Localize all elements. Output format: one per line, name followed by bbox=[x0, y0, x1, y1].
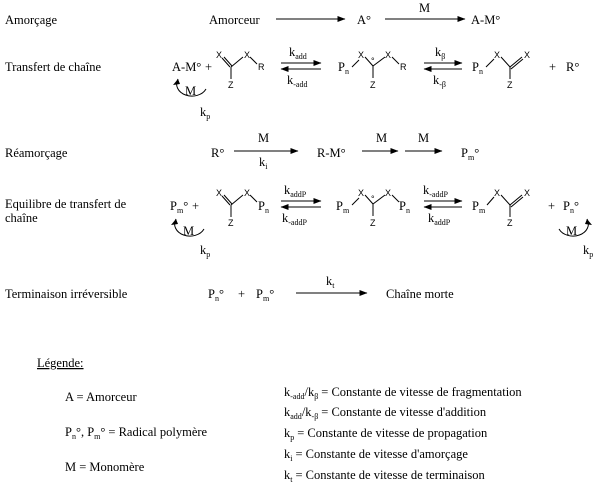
legend-title: Légende: bbox=[37, 356, 84, 370]
monomer-label-2: M bbox=[258, 131, 270, 145]
a-radical: A° bbox=[357, 13, 372, 27]
plus-sign-4: + bbox=[548, 199, 556, 213]
k-add-label: $k_{add}$ bbox=[289, 45, 307, 61]
svg-text:X: X bbox=[358, 188, 365, 198]
legend-ki: $k_i$ = Constante de vitesse d'amorçage bbox=[284, 447, 468, 463]
legend-fragmentation: $k_{-add}/k_\beta$ = Constante de vitesse de fragmentation bbox=[284, 385, 522, 401]
k-addP-label-1: $k_{addP}$ bbox=[284, 183, 307, 199]
raft-agent-structure bbox=[216, 50, 265, 90]
plus-sign: + bbox=[205, 60, 213, 74]
pm-radical-1: $P_m^\circ$ bbox=[461, 146, 480, 162]
stage-label-equilibrium-line2: chaîne bbox=[5, 211, 38, 225]
pm-radical-2: $P_m^\circ$ bbox=[170, 199, 189, 215]
pn-radical-2: $P_n^\circ$ bbox=[208, 287, 224, 303]
legend-addition: $k_{add}/k_{-\beta}$ = Constante de vitesse d'addition bbox=[284, 405, 487, 421]
intermediate-radical-1 bbox=[338, 50, 407, 90]
svg-text:R: R bbox=[400, 62, 407, 72]
svg-text:X: X bbox=[524, 50, 531, 60]
kp-label-2: $k_p$ bbox=[200, 243, 211, 259]
legend-m-def: M = Monomère bbox=[65, 460, 145, 474]
svg-text:R: R bbox=[258, 62, 265, 72]
am-radical-2: A-M° bbox=[172, 60, 202, 74]
plus-sign-3: + bbox=[192, 199, 200, 213]
svg-text:Z: Z bbox=[507, 218, 513, 228]
k-beta-label: $k_\beta$ bbox=[435, 45, 446, 61]
svg-text:Pm: $P_m$ bbox=[472, 199, 486, 215]
legend-kp: $k_p$ = Constante de vitesse de propagation bbox=[284, 426, 488, 442]
k-addP-label-2: $k_{addP}$ bbox=[428, 211, 451, 227]
plus-sign-2: + bbox=[549, 60, 557, 74]
kp-label-3: $k_p$ bbox=[583, 243, 594, 259]
pn-radical-1: $P_n^\circ$ bbox=[563, 199, 579, 215]
legend-p-def: $P_n^\circ$, $P_m^\circ$ = Radical polymère bbox=[65, 425, 208, 441]
kt-label-1: $k_t$ bbox=[326, 274, 335, 290]
svg-text:X: X bbox=[385, 188, 392, 198]
svg-text:°: ° bbox=[371, 56, 375, 66]
svg-text:X: X bbox=[216, 50, 223, 60]
k-minus-addP-label-2: $k_{-addP}$ bbox=[423, 183, 448, 199]
initiator-label: Amorceur bbox=[209, 13, 260, 27]
monomer-label-loop3: M bbox=[566, 224, 578, 238]
svg-text:X: X bbox=[385, 50, 392, 60]
svg-text:X: X bbox=[494, 50, 501, 60]
rm-radical: R-M° bbox=[317, 146, 346, 160]
svg-text:Pn: $P_n$ bbox=[258, 199, 269, 215]
am-radical-1: A-M° bbox=[471, 13, 501, 27]
svg-text:Z: Z bbox=[370, 80, 376, 90]
monomer-label-4: M bbox=[418, 131, 430, 145]
k-minus-beta-label: $k_{-\beta}$ bbox=[433, 73, 446, 89]
stage-label-chain-transfer: Transfert de chaîne bbox=[5, 60, 102, 74]
r-radical-1: R° bbox=[566, 60, 580, 74]
svg-text:Pn: $P_n$ bbox=[399, 199, 410, 215]
svg-text:Z: Z bbox=[370, 218, 376, 228]
svg-text:Pn: $P_n$ bbox=[338, 60, 349, 76]
stage-label-initiation: Amorçage bbox=[5, 13, 58, 27]
plus-sign-5: + bbox=[238, 287, 246, 301]
svg-text:°: ° bbox=[371, 194, 375, 204]
macro-raft-agent-1 bbox=[472, 50, 530, 90]
ki-label-1: $k_i$ bbox=[259, 155, 268, 171]
monomer-label-1: M bbox=[419, 1, 431, 15]
legend-kt: $k_t$ = Constante de vitesse de terminaison bbox=[284, 468, 485, 484]
pm-radical-3: $P_m^\circ$ bbox=[256, 287, 275, 303]
stage-label-termination: Terminaison irréversible bbox=[5, 287, 128, 301]
legend-a-def: A = Amorceur bbox=[65, 390, 137, 404]
macro-raft-agent-3 bbox=[472, 188, 530, 228]
monomer-label-loop2: M bbox=[183, 224, 195, 238]
svg-text:X: X bbox=[358, 50, 365, 60]
svg-text:X: X bbox=[494, 188, 501, 198]
svg-text:Z: Z bbox=[228, 218, 234, 228]
svg-text:X: X bbox=[244, 188, 251, 198]
r-radical-2: R° bbox=[211, 146, 225, 160]
macro-raft-agent-2 bbox=[216, 188, 269, 228]
k-minus-add-label: $k_{-add}$ bbox=[287, 73, 308, 89]
dead-chain-label: Chaîne morte bbox=[386, 287, 454, 301]
svg-text:X: X bbox=[524, 188, 531, 198]
monomer-label-3: M bbox=[376, 131, 388, 145]
stage-label-equilibrium-line1: Equilibre de transfert de bbox=[5, 197, 127, 211]
kp-label-1: $k_p$ bbox=[200, 105, 211, 121]
svg-text:Z: Z bbox=[507, 80, 513, 90]
k-minus-addP-label-1: $k_{-addP}$ bbox=[282, 211, 307, 227]
monomer-label-loop1: M bbox=[185, 84, 197, 98]
svg-text:Pm: $P_m$ bbox=[336, 199, 350, 215]
intermediate-radical-2 bbox=[336, 188, 410, 228]
svg-text:Z: Z bbox=[228, 80, 234, 90]
svg-text:X: X bbox=[216, 188, 223, 198]
svg-text:X: X bbox=[244, 50, 251, 60]
legend bbox=[37, 356, 522, 484]
svg-text:Pn: $P_n$ bbox=[472, 60, 483, 76]
stage-label-reinitiation: Réamorçage bbox=[5, 146, 68, 160]
